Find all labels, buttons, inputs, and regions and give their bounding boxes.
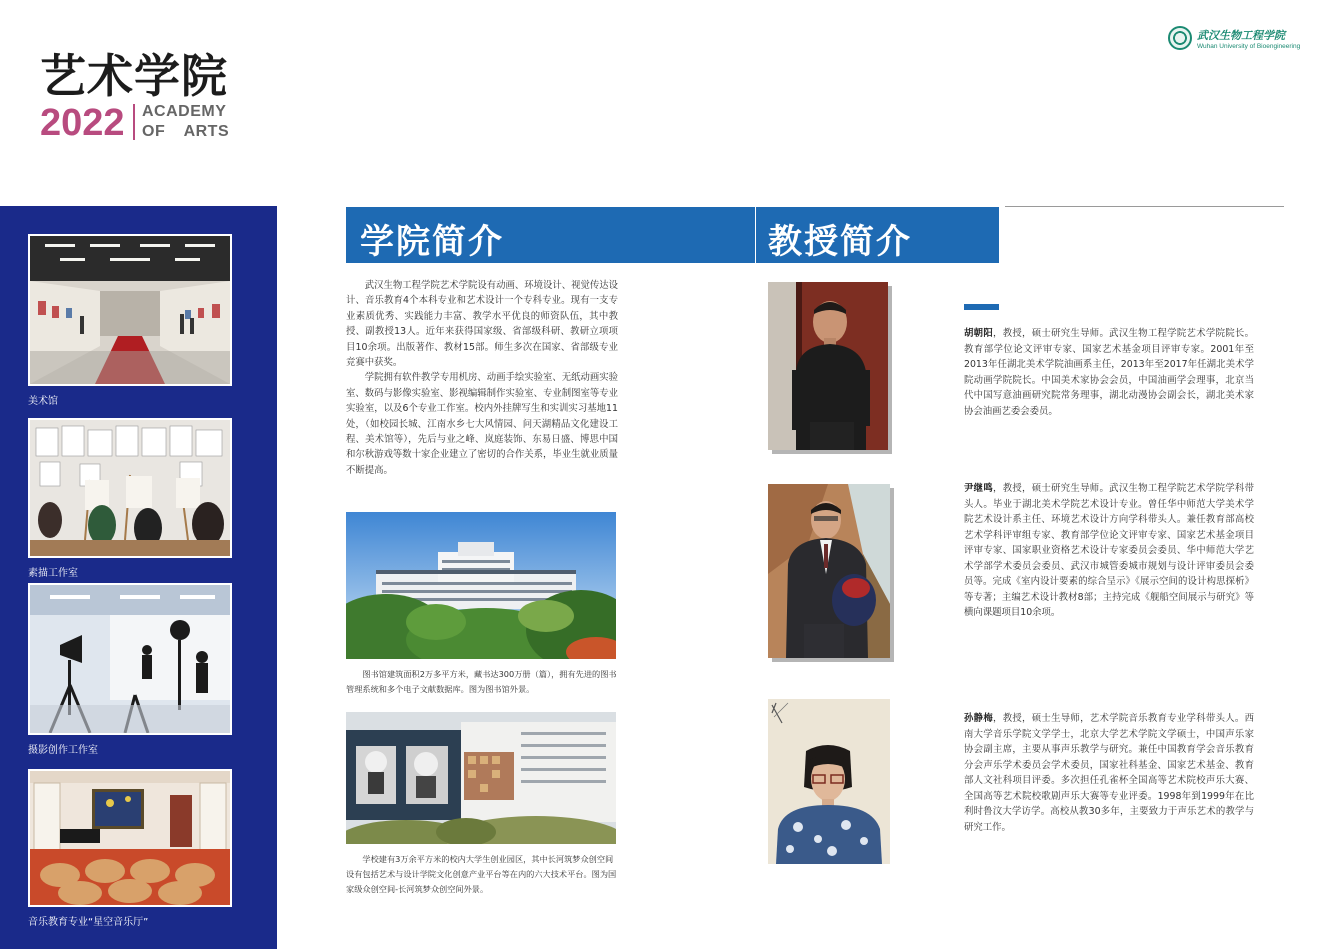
gallery-caption: 美术馆: [28, 396, 58, 407]
logo-name-en: Wuhan University of Bioengineering: [1197, 42, 1301, 50]
university-seal-icon: [1168, 26, 1192, 50]
professor-bio: ，教授，硕士研究生导师。武汉生物工程学院艺术学院学科带头人。毕业于湖北美术学院艺术设计专业。曾任华中师范大学美术学院艺术设计系主任、环境艺术设计方向学科带头人。兼任教育部高校艺术学科评审组专家、教育部学位论文评审专家、国家艺术基金项目评审专家、国家职业资格艺术设计专家委员会委员、华中师范大学艺术学部学术委员会委员、武汉市城管委城市规划与设计评审委员会委员等。完成《室内设计要素的综合呈示》《展示空间的设计构思探析》等专著；主编艺术设计教材8部；主持完成《舰船空间展示与研究》等横向课题项目10余项。: [964, 483, 1254, 618]
professor-portrait-yin: [768, 484, 890, 658]
academy-label: [142, 102, 229, 142]
professor-bio-hu: [964, 326, 1254, 419]
photography-studio-photo: [28, 583, 232, 735]
accent-dash: [964, 304, 999, 310]
header-rule: [1005, 206, 1284, 207]
library-photo: [346, 512, 616, 659]
academy-line-1: ACADEMY: [142, 103, 227, 120]
professor-name: 尹继鸣: [964, 483, 994, 494]
professor-name: 胡朝阳: [964, 328, 994, 339]
professor-bio: ，教授，硕士生导师，艺术学院音乐教育专业学科带头人。西南大学音乐学院文学学士，北京大学艺术学院文学硕士，中国声乐家协会副主席，主要从事声乐教学与研究。兼任中国教育学会音乐教育分会声乐学术委员会学术委员，国家社科基金、国家艺术基金、教育部人文社科项目评委。多次担任孔雀杯全国高等艺术院校声乐大赛、全国高等艺术院校歌剧声乐大赛等专业评委。1998年到1999年在比利时鲁汶大学访学。高校从教30多年，主要致力于声乐艺术的教学与研究工作。: [964, 713, 1254, 833]
professor-intro-heading: 教授简介: [768, 222, 912, 262]
intro-paragraph-1: 武汉生物工程学院艺术学院设有动画、环境设计、视觉传达设计、音乐教育4个本科专业和艺术设计一个专科专业。现有一支专业素质优秀、实践能力丰富、教学水平优良的师资队伍，其中教授、副教授13人。近年来获得国家级、省部级科研、教研立项项目10余项。出版著作、教材15部。师生多次在国家、省部级专业竞赛中获奖。: [346, 280, 618, 369]
professor-portrait-hu: [768, 282, 888, 450]
logo-name-cn: 武汉生物工程学院: [1197, 28, 1285, 42]
professor-bio: ，教授，硕士研究生导师。武汉生物工程学院艺术学院院长。教育部学位论文评审专家、国家艺术基金项目评审专家。2001年至2013年任湖北美术学院油画系主任，2013年至2017年任湖北美术学院动画学院院长。中国美术家协会会员，中国油画学会理事，北京当代中国写意油画研究院常务理事，湖北动漫协会副会长，湖北美术家协会油画艺委会委员。: [964, 328, 1254, 417]
intro-paragraph-2: 学院拥有软件教学专用机房、动画手绘实验室、无纸动画实验室、数码与影像实验室、影视编辑制作实验室、专业制图室等专业实验室，以及6个专业工作室。校内外挂牌写生和实训实习基地11处，（如校园长城、江南水乡七大风情园、问天湖精品文化建设工程、美术馆等），先后与业之峰、岚庭装饰、东易日盛、博思中国和尔秋游戏等数十家企业建立了密切的合作关系，毕业生就业质量不断提高。: [346, 372, 618, 476]
professor-bio-yin: [964, 481, 1254, 621]
gallery-photo: [28, 234, 232, 386]
concert-hall-photo: [28, 769, 232, 907]
photography-studio-caption: 摄影创作工作室: [28, 745, 98, 756]
academy-line-2: OF ARTS: [142, 123, 230, 140]
university-logo: [1168, 26, 1300, 50]
professor-portrait-sun: [768, 699, 890, 864]
year-label: 2022: [40, 102, 125, 144]
professor-name: 孙静梅: [964, 713, 994, 724]
college-intro-text: [346, 278, 618, 478]
college-intro-heading: 学院简介: [360, 222, 504, 262]
innovation-park-caption: 学校建有3万余平方米的校内大学生创业园区，其中长河筑梦众创空间设有包括艺术与设计学院文化创意产业平台等在内的六大技术平台。图为国家级众创空间-长河筑梦众创空间外景。: [346, 854, 617, 894]
sketch-studio-photo: [28, 418, 232, 558]
professor-bio-sun: [964, 711, 1254, 835]
sketch-studio-caption: 素描工作室: [28, 568, 78, 579]
innovation-park-photo: [346, 712, 616, 844]
library-caption: 图书馆建筑面积2万多平方米，藏书达300万册（篇），拥有先进的图书管理系统和多个电子文献数据库。图为图书馆外景。: [346, 669, 617, 694]
concert-hall-caption: 音乐教育专业“星空音乐厅”: [28, 917, 149, 928]
year-divider: [133, 104, 135, 140]
page-title: 艺术学院: [40, 49, 228, 103]
